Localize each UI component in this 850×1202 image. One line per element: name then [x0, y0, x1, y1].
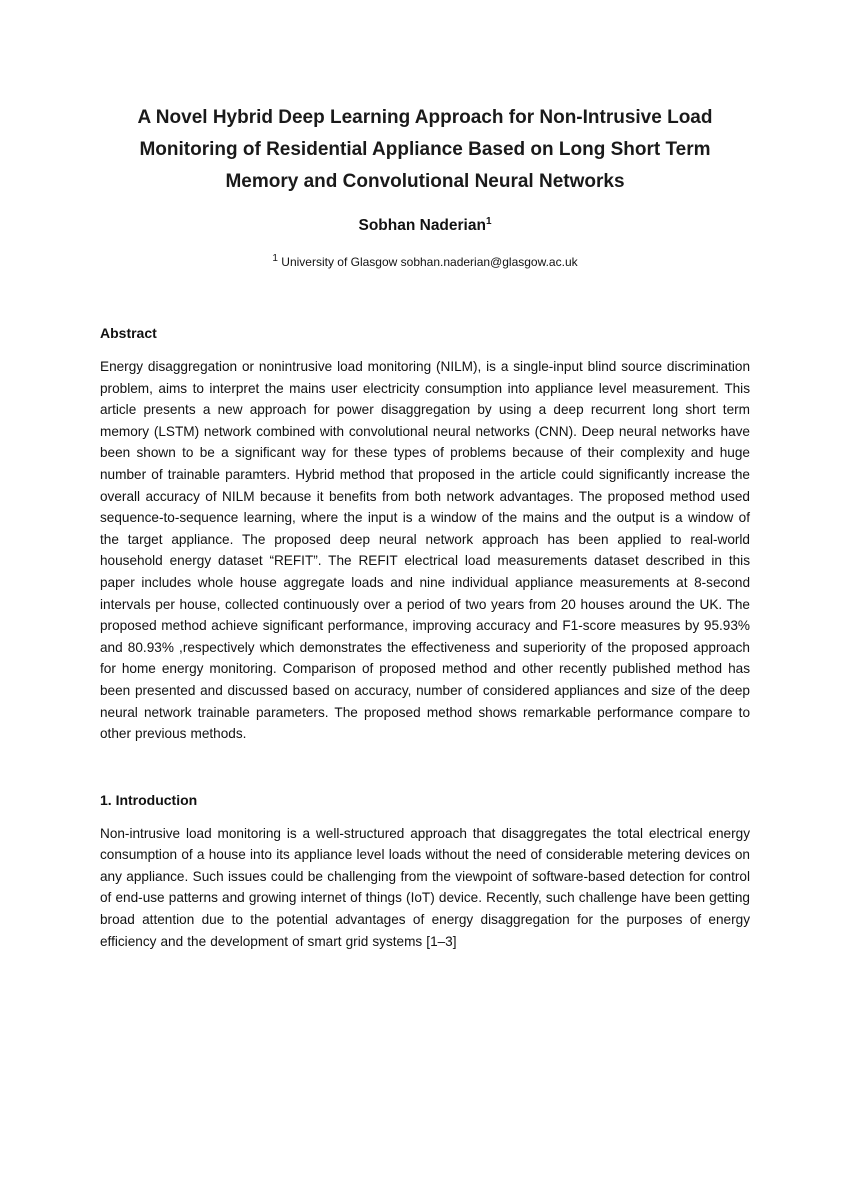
author-affiliation-mark: 1: [485, 215, 492, 227]
affiliation-line: [100, 254, 750, 270]
affiliation-text: University of Glasgow sobhan.naderian@glasgow.ac.uk: [277, 255, 578, 269]
introduction-heading: 1. Introduction: [100, 791, 198, 808]
introduction-body: Non-intrusive load monitoring is a well-structured approach that disaggregates the total electrical energy consumption of a house into its appliance level loads without the need of considerable metering devices on any appliance. Such issues could be challenging from the viewpoint of software-based detection for control of end-use patterns and growing internet of things (IoT) device. Recently, such challenge have been getting broad attention due to the potential advantages of energy disaggregation for the purposes of energy efficiency and the development of smart grid systems [1–3]: [100, 825, 750, 949]
paper-page: [0, 102, 850, 1202]
title-line: Memory and Convolutional Neural Networks: [225, 171, 625, 192]
author-name: Sobhan Naderian: [358, 217, 486, 234]
affiliation-mark: 1: [272, 253, 278, 264]
author-line: [100, 216, 750, 236]
abstract-heading: Abstract: [100, 325, 157, 341]
title-line: A Novel Hybrid Deep Learning Approach for Non-Intrusive Load: [137, 107, 713, 128]
abstract-body: Energy disaggregation or nonintrusive load monitoring (NILM), is a single-input blind source discrimination problem, aims to interpret the mains user electricity consumption into appliance level measurement. This article presents a new approach for power disaggregation by using a deep recurrent long short term memory (LSTM) network combined with convolutional neural networks (CNN). Deep neural networks have been shown to be a significant way for these types of problems because of their complexity and huge number of trainable paramters. Hybrid method that proposed in the article could significantly increase the overall accuracy of NILM because it benefits from both network advantages. The proposed method used sequence-to-sequence learning, where the input is a window of the mains and the output is a window of the target appliance. The proposed deep neural network approach has been applied to real-world household energy dataset “REFIT”. The REFIT electrical load measurements dataset described in this paper includes whole house aggregate loads and nine individual appliance measurements at 8-second intervals per house, collected continuously over a period of two years from 20 houses around the UK. The proposed method achieve significant performance, improving accuracy and F1-score measures by 95.93% and 80.93% ,respectively which demonstrates the effectiveness and superiority of the proposed approach for home energy monitoring. Comparison of proposed method and other recently published method has been presented and discussed based on accuracy, number of considered appliances and size of the deep neural network trainable parameters. The proposed method shows remarkable performance compare to other previous methods.: [100, 359, 750, 742]
paper-title: [100, 102, 750, 198]
title-line: Monitoring of Residential Appliance Based on Long Short Term: [139, 139, 711, 160]
